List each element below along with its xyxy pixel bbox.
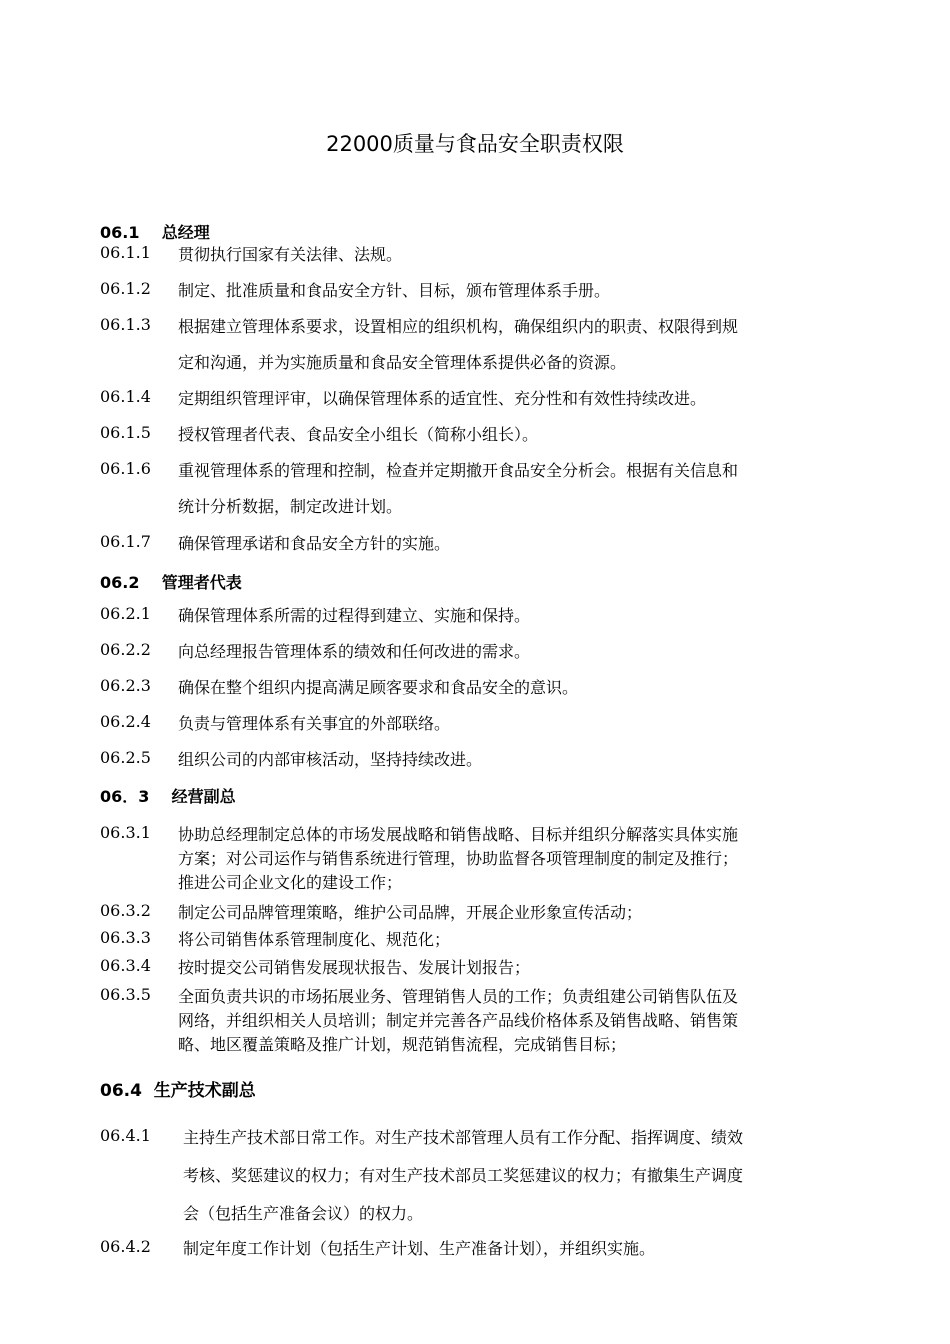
item-text: 协助总经理制定总体的市场发展战略和销售战略、目标并组织分解落实具体实施: [178, 825, 739, 844]
document-title: 22000质量与食品安全职责权限: [326, 132, 624, 156]
item-number: 06.3.2: [100, 901, 151, 920]
item-text: 会（包括生产准备会议）的权力。: [183, 1204, 424, 1223]
item-text: 将公司销售体系管理制度化、规范化；: [178, 930, 451, 949]
item-number: 06.1.7: [100, 532, 151, 551]
item-text: 考核、奖惩建议的权力；有对生产技术部员工奖惩建议的权力；有撤集生产调度: [183, 1166, 744, 1185]
item-text: 略、地区覆盖策略及推广计划，规范销售流程，完成销售目标；: [178, 1035, 627, 1054]
item-number: 06.4.1: [100, 1126, 151, 1145]
item-number: 06.2.1: [100, 604, 151, 623]
item-text: 统计分析数据，制定改进计划。: [178, 497, 403, 516]
item-number: 06.2.3: [100, 676, 151, 695]
item-text: 确保管理体系所需的过程得到建立、实施和保持。: [178, 606, 531, 625]
item-text: 推进公司企业文化的建设工作；: [178, 873, 403, 892]
item-number: 06.1.4: [100, 387, 151, 406]
item-text: 负责与管理体系有关事宜的外部联络。: [178, 714, 451, 733]
item-number: 06.1.1: [100, 243, 151, 262]
item-number: 06.3.5: [100, 985, 151, 1004]
item-number: 06.1.5: [100, 423, 151, 442]
section-heading-management-representative: 06.2 管理者代表: [100, 573, 242, 592]
item-text: 向总经理报告管理体系的绩效和任何改进的需求。: [178, 642, 531, 661]
item-text: 组织公司的内部审核活动，坚持持续改进。: [178, 750, 483, 769]
section-heading-general-manager: 06.1 总经理: [100, 223, 210, 242]
item-number: 06.1.2: [100, 279, 151, 298]
item-number: 06.1.6: [100, 459, 151, 478]
item-number: 06.3.3: [100, 928, 151, 947]
section-heading-operations-vp: 06．3 经营副总: [100, 787, 236, 806]
item-text: 授权管理者代表、食品安全小组长（简称小组长）。: [178, 425, 539, 444]
item-text: 制定年度工作计划（包括生产计划、生产准备计划），并组织实施。: [183, 1239, 656, 1258]
item-text: 贯彻执行国家有关法律、法规。: [178, 245, 403, 264]
item-number: 06.3.1: [100, 823, 151, 842]
item-text: 制定、批准质量和食品安全方针、目标，颁布管理体系手册。: [178, 281, 611, 300]
item-text: 主持生产技术部日常工作。对生产技术部管理人员有工作分配、指挥调度、绩效: [183, 1128, 744, 1147]
item-text: 制定公司品牌管理策略，维护公司品牌，开展企业形象宣传活动；: [178, 903, 643, 922]
section-heading-production-tech-vp: 06.4 生产技术副总: [100, 1081, 256, 1101]
item-number: 06.2.4: [100, 712, 151, 731]
item-number: 06.4.2: [100, 1237, 151, 1256]
item-text: 根据建立管理体系要求，设置相应的组织机构，确保组织内的职责、权限得到规: [178, 317, 739, 336]
item-number: 06.2.2: [100, 640, 151, 659]
item-text: 确保管理承诺和食品安全方针的实施。: [178, 534, 451, 553]
item-text: 方案；对公司运作与销售系统进行管理，协助监督各项管理制度的制定及推行；: [178, 849, 739, 868]
item-number: 06.2.5: [100, 748, 151, 767]
item-number: 06.3.4: [100, 956, 151, 975]
item-text: 网络，并组织相关人员培训；制定并完善各产品线价格体系及销售战略、销售策: [178, 1011, 739, 1030]
item-text: 确保在整个组织内提高满足顾客要求和食品安全的意识。: [178, 678, 579, 697]
item-text: 全面负责共识的市场拓展业务、管理销售人员的工作；负责组建公司销售队伍及: [178, 987, 739, 1006]
item-text: 定和沟通，并为实施质量和食品安全管理体系提供必备的资源。: [178, 353, 627, 372]
item-text: 按时提交公司销售发展现状报告、发展计划报告；: [178, 958, 531, 977]
item-number: 06.1.3: [100, 315, 151, 334]
item-text: 重视管理体系的管理和控制，检查并定期撤开食品安全分析会。根据有关信息和: [178, 461, 739, 480]
item-text: 定期组织管理评审，以确保管理体系的适宜性、充分性和有效性持续改进。: [178, 389, 707, 408]
